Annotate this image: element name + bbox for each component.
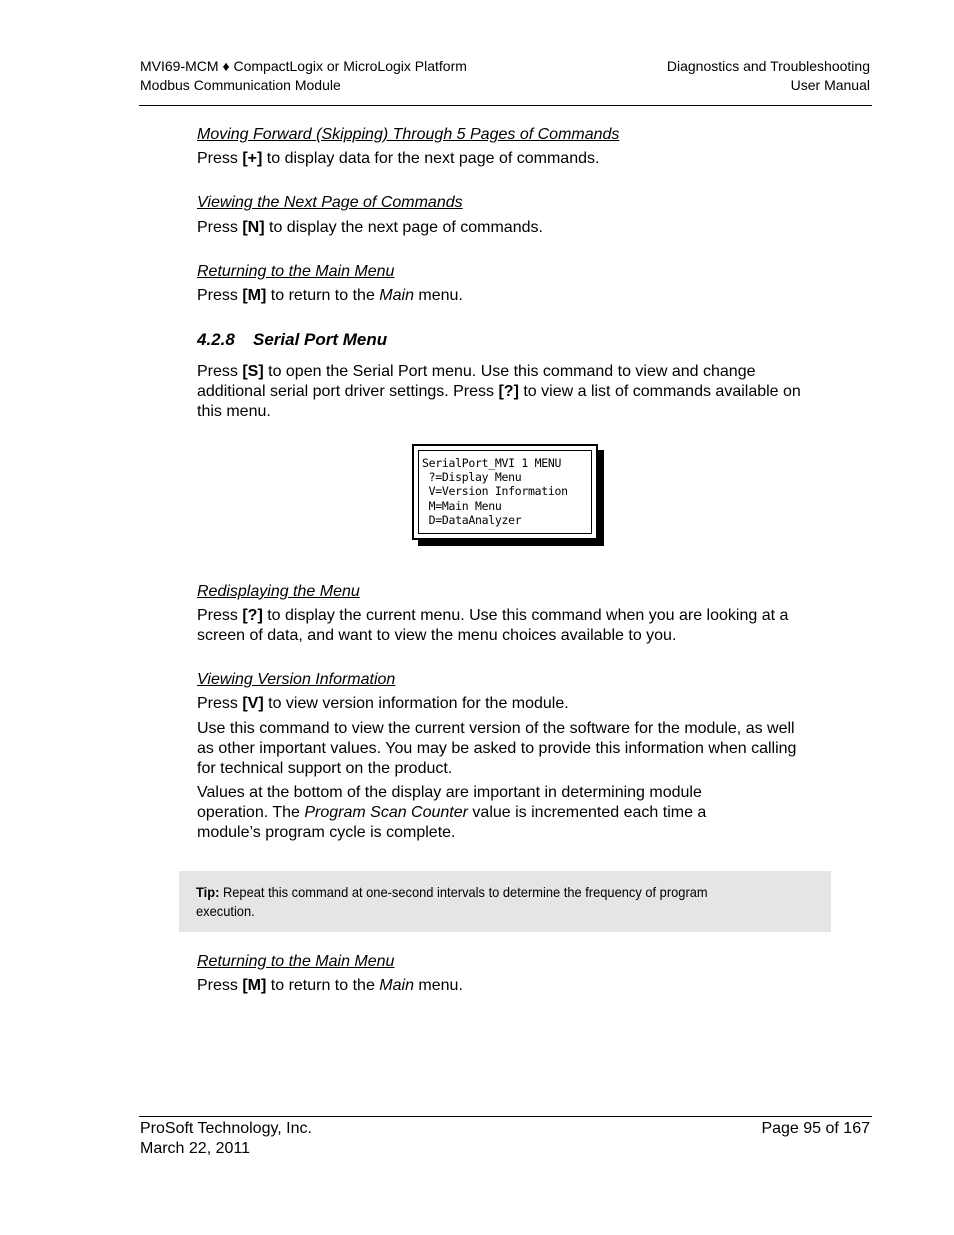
text-run: to display the next page of commands. (264, 219, 543, 236)
key-label: [N] (242, 219, 265, 236)
running-header-left (140, 57, 467, 95)
key-label: [M] (242, 977, 267, 994)
text-run: Press (197, 695, 243, 712)
key-label: [+] (242, 150, 263, 167)
tip-body: Repeat this command at one-second intervals to determine the frequency of program execution. (196, 884, 708, 919)
tip-label: Tip: (196, 884, 220, 900)
key-label: [V] (242, 695, 264, 712)
text-run: to display the current menu. Use this command when you are looking at a screen of data, and want to view the menu choices available to you. (197, 607, 789, 644)
emphasis: Program Scan Counter (304, 804, 468, 821)
return-main-text (197, 286, 812, 306)
version-heading: Viewing Version Information (197, 671, 396, 688)
return-main-block-2 (197, 952, 812, 996)
key-label: [?] (242, 607, 263, 624)
header-chapter: Diagnostics and Troubleshooting (666, 58, 870, 74)
next-page-heading: Viewing the Next Page of Commands (197, 194, 463, 211)
text-run: Press (197, 977, 243, 994)
header-doc-type: User Manual (790, 77, 870, 93)
console-line: D=DataAnalyzer (422, 512, 522, 527)
header-product: MVI69-MCM ♦ CompactLogix or MicroLogix Platform (140, 58, 467, 74)
text-run: Press (197, 607, 243, 624)
console-line: ?=Display Menu (422, 470, 522, 485)
running-header-right (667, 57, 870, 95)
text-run: Press (197, 287, 243, 304)
footer-left (140, 1119, 312, 1159)
text-run: to return to the (266, 977, 380, 994)
text-run: value is incremented each time a module’s program cycle is complete. (197, 804, 707, 841)
text-run: Values at the bottom of the display are important in determining module operation. The (197, 784, 702, 821)
menu-name: Main (379, 287, 414, 304)
redisplay-block (197, 582, 807, 646)
key-label: [M] (242, 287, 267, 304)
forward-heading: Moving Forward (Skipping) Through 5 Pages of Commands (197, 126, 620, 143)
console-line: V=Version Information (422, 484, 568, 499)
text-run: Press (197, 363, 243, 380)
tip-box (179, 871, 831, 932)
text-run: to view a list of commands available on this menu. (197, 383, 801, 420)
console-text (422, 456, 568, 527)
menu-name: Main (379, 977, 414, 994)
footer-company: ProSoft Technology, Inc. (140, 1120, 312, 1137)
text-run: to return to the (266, 287, 380, 304)
redisplay-heading: Redisplaying the Menu (197, 583, 360, 600)
text-run: to display data for the next page of commands. (262, 150, 600, 167)
forward-text (197, 149, 812, 169)
version-block (197, 670, 809, 843)
next-page-block (197, 193, 812, 238)
section-number: 4.2.8 (197, 330, 235, 349)
section-intro (197, 362, 802, 422)
tip-text (196, 883, 748, 921)
header-divider (139, 105, 872, 106)
section-heading (197, 330, 387, 350)
section-intro-text (197, 362, 802, 422)
console-line: SerialPort_MVI 1 MENU (422, 456, 562, 470)
next-page-text (197, 218, 812, 238)
version-text-3 (197, 783, 757, 843)
text-run: to view version information for the module. (263, 695, 569, 712)
text-run: Press (197, 219, 243, 236)
version-text-1 (197, 694, 809, 714)
section-title: Serial Port Menu (253, 330, 388, 349)
text-run: menu. (413, 977, 463, 994)
footer-date: March 22, 2011 (140, 1140, 250, 1157)
key-label: [S] (242, 363, 264, 380)
return-main-text-2 (197, 976, 812, 996)
header-module: Modbus Communication Module (140, 77, 341, 93)
return-main-block (197, 262, 812, 306)
return-main-heading: Returning to the Main Menu (197, 263, 395, 280)
text-run: Press (197, 150, 243, 167)
return-main-heading-2: Returning to the Main Menu (197, 953, 395, 970)
version-text-2: Use this command to view the current version of the software for the module, as well as other important values. You may be asked to provide this information when calling for technical support on the product. (197, 720, 797, 777)
console-line: M=Main Menu (422, 498, 502, 513)
serial-port-menu-screenshot (412, 444, 602, 544)
text-run: to open the Serial Port menu. Use this command to view and change additional serial port driver settings. Press (197, 363, 756, 400)
forward-block (197, 125, 812, 169)
footer-page-number: Page 95 of 167 (761, 1120, 870, 1137)
redisplay-text (197, 606, 807, 646)
footer-divider (139, 1116, 872, 1117)
console-frame (412, 444, 598, 540)
text-run: menu. (413, 287, 463, 304)
key-label: [?] (498, 383, 519, 400)
